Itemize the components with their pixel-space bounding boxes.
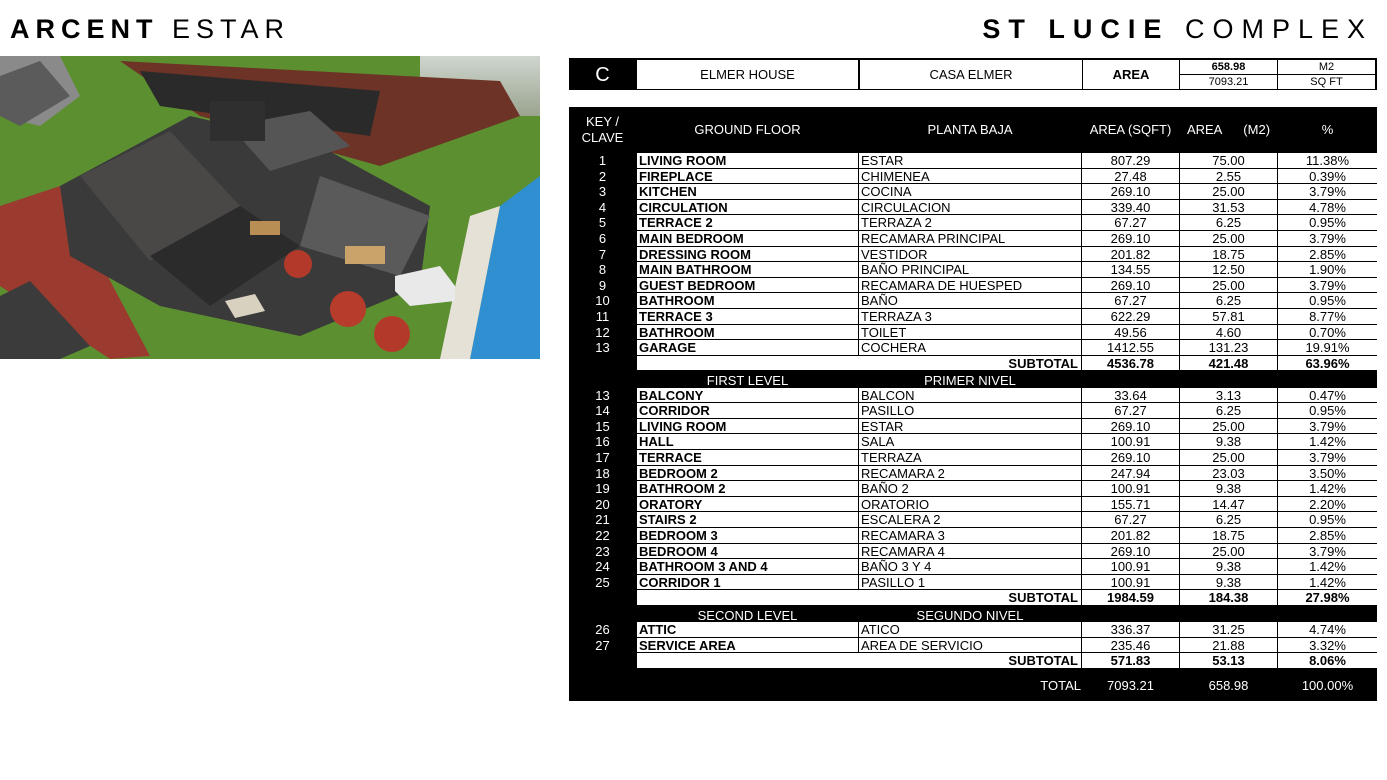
table-row: [569, 638, 1377, 654]
room-area-m2: 2.55: [1180, 169, 1277, 184]
brand-left-bold: ARCENT: [10, 14, 159, 44]
room-name-es: COCHERA: [859, 340, 1081, 355]
room-name-es: TERRAZA: [859, 450, 1081, 465]
room-percent: 3.79%: [1278, 231, 1377, 246]
room-name-es: COCINA: [859, 184, 1081, 199]
room-key: 16: [595, 434, 610, 450]
col-ground-floor: GROUND FLOOR: [694, 122, 801, 137]
table-row: [569, 262, 1377, 278]
room-name-en: HALL: [637, 434, 858, 449]
section-title-en: FIRST LEVEL: [706, 372, 789, 388]
room-name-en: BATHROOM 2: [637, 481, 858, 496]
table-row: [569, 544, 1377, 560]
section-header: [569, 372, 1377, 389]
subtotal-m2: 184.38: [1180, 590, 1277, 605]
room-percent: 1.90%: [1278, 262, 1377, 277]
room-percent: 11.38%: [1278, 153, 1377, 168]
header-unit-sqft: SQ FT: [1278, 75, 1375, 89]
room-name-en: DRESSING ROOM: [637, 247, 858, 262]
house-letter: C: [595, 64, 610, 86]
room-key: 25: [595, 574, 610, 590]
room-name-en: CIRCULATION: [637, 200, 858, 215]
room-area-sqft: 269.10: [1082, 419, 1179, 434]
room-area-m2: 31.53: [1180, 200, 1277, 215]
room-area-sqft: 269.10: [1082, 544, 1179, 559]
section-header: [569, 607, 1377, 624]
room-area-m2: 3.13: [1180, 388, 1277, 403]
table-row: [569, 247, 1377, 263]
room-area-sqft: 67.27: [1082, 215, 1179, 230]
room-area-m2: 6.25: [1180, 293, 1277, 308]
room-name-es: TERRAZA 2: [859, 215, 1081, 230]
room-area-m2: 25.00: [1180, 184, 1277, 199]
rooms-table: [569, 107, 1377, 701]
subtotal-sqft: 1984.59: [1082, 590, 1179, 605]
table-row: [569, 184, 1377, 200]
room-area-m2: 9.38: [1180, 481, 1277, 496]
table-row: [569, 403, 1377, 419]
room-percent: 19.91%: [1278, 340, 1377, 355]
room-area-m2: 25.00: [1180, 231, 1277, 246]
room-name-en: TERRACE 3: [637, 309, 858, 324]
total-percent: 100.00%: [1301, 678, 1354, 693]
room-key: 24: [595, 559, 610, 575]
room-name-es: TOILET: [859, 325, 1081, 340]
room-area-m2: 12.50: [1180, 262, 1277, 277]
room-name-en: BEDROOM 2: [637, 466, 858, 481]
room-area-sqft: 247.94: [1082, 466, 1179, 481]
room-name-en: CORRIDOR: [637, 403, 858, 418]
room-key: 27: [595, 637, 610, 653]
total-m2: 658.98: [1208, 678, 1249, 693]
table-row: [569, 215, 1377, 231]
room-percent: 3.32%: [1278, 638, 1377, 653]
room-name-es: ATICO: [859, 622, 1081, 637]
col-planta-baja: PLANTA BAJA: [927, 122, 1013, 137]
room-area-sqft: 201.82: [1082, 528, 1179, 543]
room-name-en: CORRIDOR 1: [637, 575, 858, 590]
room-area-m2: 6.25: [1180, 403, 1277, 418]
col-key-es: CLAVE: [581, 130, 624, 145]
table-row: [569, 309, 1377, 325]
table-row: [569, 169, 1377, 185]
room-name-es: RECAMARA 4: [859, 544, 1081, 559]
room-percent: 4.74%: [1278, 622, 1377, 637]
room-percent: 0.70%: [1278, 325, 1377, 340]
table-row: [569, 622, 1377, 638]
total-sqft: 7093.21: [1107, 678, 1154, 693]
room-area-sqft: 807.29: [1082, 153, 1179, 168]
room-name-es: ESCALERA 2: [859, 512, 1081, 527]
room-key: 5: [598, 215, 607, 231]
room-percent: 8.77%: [1278, 309, 1377, 324]
room-name-en: SERVICE AREA: [637, 638, 858, 653]
house-name-es: CASA ELMER: [860, 60, 1082, 89]
room-key: 14: [595, 403, 610, 419]
col-area-m2: AREA (M2): [1186, 122, 1271, 137]
room-percent: 2.20%: [1278, 497, 1377, 512]
room-name-es: CIRCULACION: [859, 200, 1081, 215]
room-area-sqft: 49.56: [1082, 325, 1179, 340]
room-name-en: GUEST BEDROOM: [637, 278, 858, 293]
subtotal-percent: 63.96%: [1278, 356, 1377, 371]
col-area-sqft: AREA (SQFT): [1089, 122, 1172, 137]
room-name-en: BATHROOM: [637, 293, 858, 308]
room-area-sqft: 27.48: [1082, 169, 1179, 184]
room-area-sqft: 339.40: [1082, 200, 1179, 215]
table-row: [569, 450, 1377, 466]
room-name-en: LIVING ROOM: [637, 153, 858, 168]
room-area-m2: 9.38: [1180, 575, 1277, 590]
room-key: 12: [595, 324, 610, 340]
room-name-en: KITCHEN: [637, 184, 858, 199]
table-row: [569, 434, 1377, 450]
room-key: 7: [598, 246, 607, 262]
room-name-es: VESTIDOR: [859, 247, 1081, 262]
brand-left-thin: ESTAR: [172, 14, 291, 44]
room-area-sqft: 269.10: [1082, 184, 1179, 199]
room-name-es: BAÑO 3 Y 4: [859, 559, 1081, 574]
room-area-m2: 25.00: [1180, 450, 1277, 465]
room-name-en: BEDROOM 4: [637, 544, 858, 559]
room-area-m2: 25.00: [1180, 544, 1277, 559]
room-percent: 0.95%: [1278, 215, 1377, 230]
room-name-es: CHIMENEA: [859, 169, 1081, 184]
room-area-sqft: 100.91: [1082, 434, 1179, 449]
table-row: [569, 153, 1377, 169]
room-area-m2: 6.25: [1180, 215, 1277, 230]
col-percent: %: [1321, 122, 1334, 137]
room-area-sqft: 1412.55: [1082, 340, 1179, 355]
room-name-en: BATHROOM: [637, 325, 858, 340]
room-name-es: PASILLO 1: [859, 575, 1081, 590]
room-key: 6: [598, 231, 607, 246]
room-name-es: TERRAZA 3: [859, 309, 1081, 324]
subtotal-row: [569, 653, 1377, 669]
room-area-m2: 25.00: [1180, 419, 1277, 434]
total-label: TOTAL: [1040, 678, 1081, 693]
room-key: 19: [595, 481, 610, 497]
subtotal-percent: 8.06%: [1278, 653, 1377, 668]
room-area-sqft: 269.10: [1082, 450, 1179, 465]
house-header: [569, 58, 1377, 90]
room-area-m2: 75.00: [1180, 153, 1277, 168]
room-percent: 2.85%: [1278, 247, 1377, 262]
subtotal-row: [569, 356, 1377, 372]
room-name-en: BALCONY: [637, 388, 858, 403]
room-name-en: BATHROOM 3 AND 4: [637, 559, 858, 574]
room-area-sqft: 269.10: [1082, 278, 1179, 293]
room-area-m2: 9.38: [1180, 559, 1277, 574]
room-key: 22: [595, 528, 610, 543]
room-key: 26: [595, 622, 610, 638]
room-percent: 3.50%: [1278, 466, 1377, 481]
subtotal-sqft: 4536.78: [1082, 356, 1179, 371]
subtotal-label: SUBTOTAL: [637, 590, 1081, 605]
room-area-sqft: 235.46: [1082, 638, 1179, 653]
room-area-sqft: 67.27: [1082, 512, 1179, 527]
room-name-en: LIVING ROOM: [637, 419, 858, 434]
room-key: 23: [595, 543, 610, 559]
table-row: [569, 340, 1377, 356]
subtotal-sqft: 571.83: [1082, 653, 1179, 668]
brand-left-title: [10, 14, 290, 44]
room-area-m2: 18.75: [1180, 247, 1277, 262]
room-name-en: FIREPLACE: [637, 169, 858, 184]
section-title-es: SEGUNDO NIVEL: [916, 607, 1024, 623]
room-key: 20: [595, 496, 610, 512]
house-name-en: ELMER HOUSE: [637, 60, 858, 89]
room-key: 15: [595, 418, 610, 434]
room-percent: 1.42%: [1278, 434, 1377, 449]
header-area-sqft: 7093.21: [1180, 75, 1277, 89]
room-name-en: STAIRS 2: [637, 512, 858, 527]
room-percent: 4.78%: [1278, 200, 1377, 215]
brand-right-bold: ST LUCIE: [982, 14, 1170, 44]
room-area-sqft: 100.91: [1082, 575, 1179, 590]
room-area-m2: 4.60: [1180, 325, 1277, 340]
room-name-en: TERRACE: [637, 450, 858, 465]
table-row: [569, 512, 1377, 528]
room-percent: 0.47%: [1278, 388, 1377, 403]
room-area-m2: 6.25: [1180, 512, 1277, 527]
table-row: [569, 575, 1377, 591]
room-percent: 0.95%: [1278, 512, 1377, 527]
room-area-m2: 57.81: [1180, 309, 1277, 324]
table-row: [569, 325, 1377, 341]
table-row: [569, 497, 1377, 513]
room-key: 9: [598, 277, 607, 293]
room-name-es: SALA: [859, 434, 1081, 449]
room-key: 4: [598, 199, 607, 215]
subtotal-m2: 421.48: [1180, 356, 1277, 371]
room-percent: 1.42%: [1278, 559, 1377, 574]
room-percent: 0.95%: [1278, 403, 1377, 418]
header-unit-m2: M2: [1278, 60, 1375, 74]
table-row: [569, 528, 1377, 544]
room-area-sqft: 67.27: [1082, 403, 1179, 418]
room-name-es: PASILLO: [859, 403, 1081, 418]
room-area-m2: 18.75: [1180, 528, 1277, 543]
room-area-m2: 21.88: [1180, 638, 1277, 653]
room-percent: 0.95%: [1278, 293, 1377, 308]
room-name-en: ATTIC: [637, 622, 858, 637]
room-area-sqft: 336.37: [1082, 622, 1179, 637]
room-key: 8: [598, 262, 607, 278]
room-key: 18: [595, 465, 610, 481]
table-row: [569, 419, 1377, 435]
room-percent: 3.79%: [1278, 278, 1377, 293]
section-title-en: SECOND LEVEL: [697, 607, 798, 623]
room-name-es: ORATORIO: [859, 497, 1081, 512]
col-key: [569, 107, 636, 153]
house-render-image: [0, 56, 540, 359]
room-area-sqft: 269.10: [1082, 231, 1179, 246]
room-area-sqft: 100.91: [1082, 481, 1179, 496]
room-name-es: BAÑO: [859, 293, 1081, 308]
table-row: [569, 231, 1377, 247]
room-area-sqft: 67.27: [1082, 293, 1179, 308]
header-area-label: AREA: [1083, 60, 1179, 89]
room-key: 10: [595, 293, 610, 309]
room-percent: 2.85%: [1278, 528, 1377, 543]
room-area-sqft: 155.71: [1082, 497, 1179, 512]
room-percent: 1.42%: [1278, 481, 1377, 496]
table-row: [569, 293, 1377, 309]
subtotal-label: SUBTOTAL: [637, 653, 1081, 668]
table-header: [569, 107, 1377, 153]
room-area-sqft: 33.64: [1082, 388, 1179, 403]
table-row: [569, 200, 1377, 216]
header-area-m2: 658.98: [1180, 60, 1277, 74]
room-name-en: GARAGE: [637, 340, 858, 355]
room-name-es: BAÑO PRINCIPAL: [859, 262, 1081, 277]
room-key: 11: [595, 309, 610, 324]
room-name-es: BALCON: [859, 388, 1081, 403]
room-name-en: BEDROOM 3: [637, 528, 858, 543]
brand-right-thin: COMPLEX: [1184, 14, 1373, 44]
subtotal-percent: 27.98%: [1278, 590, 1377, 605]
table-row: [569, 559, 1377, 575]
room-name-en: ORATORY: [637, 497, 858, 512]
room-key: 1: [598, 153, 607, 168]
room-key: 21: [595, 512, 610, 528]
room-name-es: ESTAR: [859, 153, 1081, 168]
room-name-en: MAIN BEDROOM: [637, 231, 858, 246]
table-row: [569, 466, 1377, 482]
room-percent: 0.39%: [1278, 169, 1377, 184]
room-area-sqft: 201.82: [1082, 247, 1179, 262]
brand-right-title: [982, 14, 1373, 44]
room-area-m2: 14.47: [1180, 497, 1277, 512]
room-area-m2: 25.00: [1180, 278, 1277, 293]
room-percent: 3.79%: [1278, 419, 1377, 434]
table-row: [569, 278, 1377, 294]
room-percent: 3.79%: [1278, 544, 1377, 559]
room-percent: 3.79%: [1278, 184, 1377, 199]
room-key: 3: [598, 184, 607, 200]
subtotal-m2: 53.13: [1180, 653, 1277, 668]
room-name-es: ESTAR: [859, 419, 1081, 434]
room-key: 13: [595, 340, 610, 356]
room-percent: 1.42%: [1278, 575, 1377, 590]
subtotal-row: [569, 590, 1377, 606]
room-name-en: TERRACE 2: [637, 215, 858, 230]
table-row: [569, 388, 1377, 404]
subtotal-label: SUBTOTAL: [637, 356, 1081, 371]
room-name-en: MAIN BATHROOM: [637, 262, 858, 277]
room-name-es: RECAMARA 3: [859, 528, 1081, 543]
total-row: [569, 670, 1377, 702]
room-percent: 3.79%: [1278, 450, 1377, 465]
room-area-m2: 9.38: [1180, 434, 1277, 449]
room-area-m2: 23.03: [1180, 466, 1277, 481]
room-key: 2: [598, 168, 607, 184]
room-area-m2: 131.23: [1180, 340, 1277, 355]
room-name-es: RECAMARA 2: [859, 466, 1081, 481]
room-name-es: AREA DE SERVICIO: [859, 638, 1081, 653]
room-area-sqft: 134.55: [1082, 262, 1179, 277]
room-name-es: RECAMARA PRINCIPAL: [859, 231, 1081, 246]
room-name-es: RECAMARA DE HUESPED: [859, 278, 1081, 293]
room-key: 17: [595, 450, 610, 465]
col-key-en: KEY /: [585, 114, 619, 129]
room-area-m2: 31.25: [1180, 622, 1277, 637]
room-key: 13: [595, 387, 610, 403]
room-area-sqft: 100.91: [1082, 559, 1179, 574]
room-name-es: BAÑO 2: [859, 481, 1081, 496]
section-title-es: PRIMER NIVEL: [924, 372, 1016, 388]
table-row: [569, 481, 1377, 497]
room-area-sqft: 622.29: [1082, 309, 1179, 324]
